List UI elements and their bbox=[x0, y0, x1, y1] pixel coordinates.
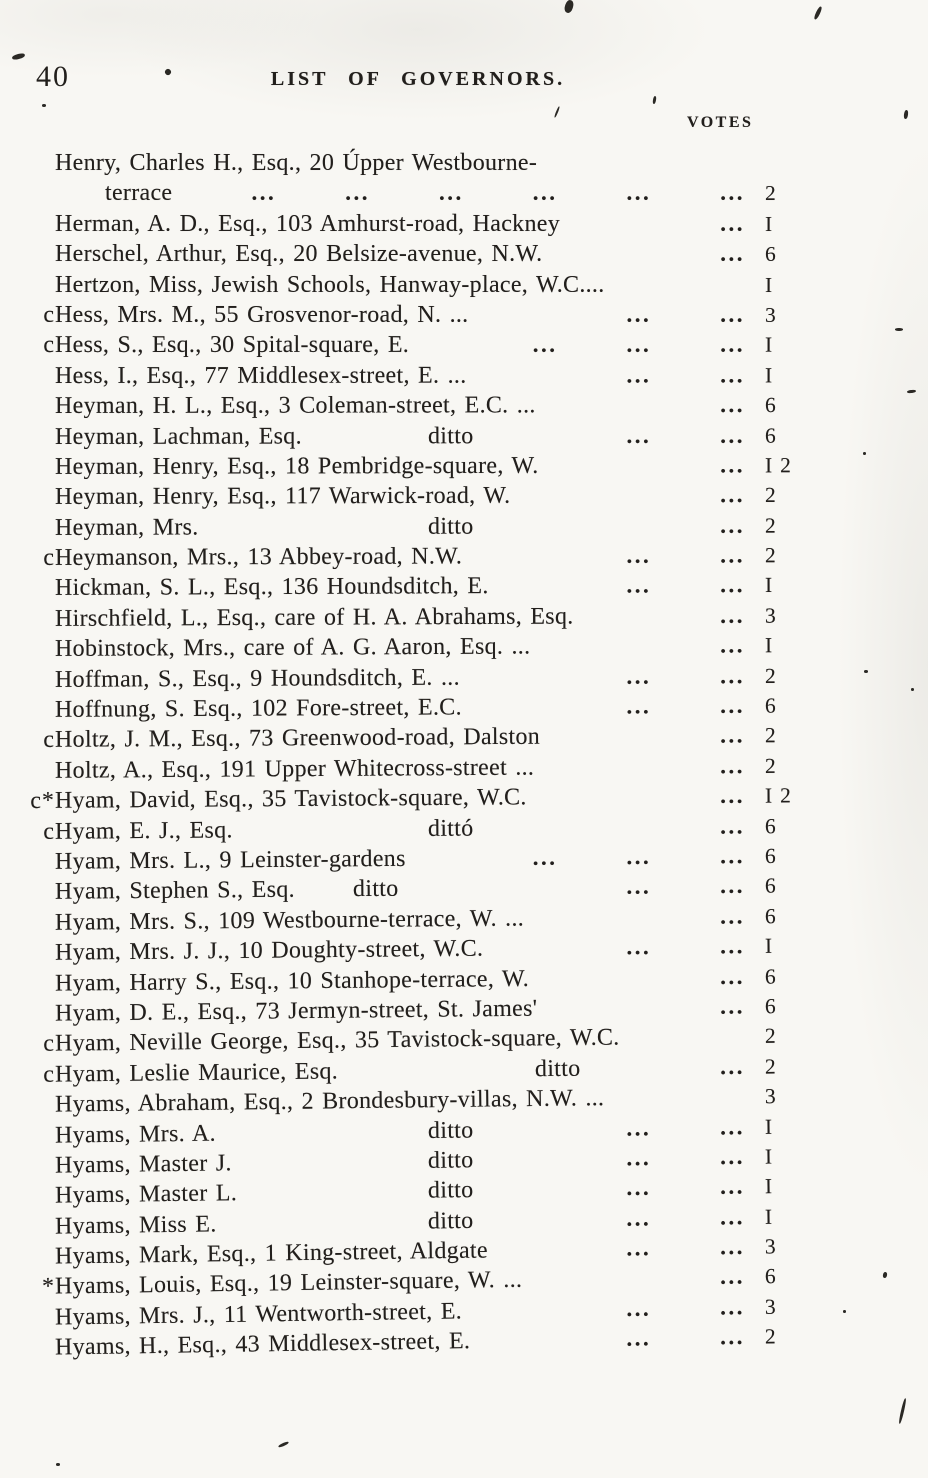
scan-speck bbox=[652, 96, 656, 104]
leader-dots-area bbox=[468, 300, 761, 330]
votes-value: 6 bbox=[764, 423, 777, 448]
votes-value: I bbox=[765, 211, 773, 236]
scan-speck bbox=[12, 53, 26, 61]
leader-dots: ... bbox=[720, 572, 746, 598]
ditto-label: ditto bbox=[352, 876, 399, 903]
leader-dots: ... bbox=[720, 1203, 746, 1230]
governor-entry-text: Hyams, Louis, Esq., 19 Leinster-square, W. ... bbox=[54, 1267, 523, 1300]
page-title: LIST OF GOVERNORS. bbox=[270, 68, 566, 90]
governor-entry-text: Holtz, A., Esq., 191 Upper Whitecross-street ... bbox=[54, 754, 535, 784]
scan-speck bbox=[863, 452, 866, 455]
governor-entry-text: terrace bbox=[105, 180, 173, 207]
leader-dots: ... bbox=[719, 1263, 746, 1290]
governor-entry-text: Hyam, D. E., Esq., 73 Jermyn-street, St. James' bbox=[54, 995, 538, 1027]
ditto-label: ditto bbox=[427, 1177, 474, 1204]
leader-dots: ... bbox=[626, 663, 652, 689]
leader-dots: ... bbox=[532, 332, 558, 358]
leader-dots-area bbox=[620, 1043, 761, 1045]
leader-dots: ... bbox=[626, 1325, 652, 1351]
leader-dots: ... bbox=[626, 693, 652, 719]
leader-dots: ... bbox=[720, 1143, 746, 1170]
governor-entry-text: Hyams, Mrs. A. bbox=[54, 1120, 217, 1149]
governor-row bbox=[23, 630, 815, 664]
governor-entry-text: Hirschfield, L., Esq., care of H. A. Abrahams, Esq. bbox=[54, 603, 574, 632]
leader-dots-area bbox=[560, 209, 761, 239]
leader-dots: ... bbox=[720, 903, 746, 929]
votes-column-header: VOTES bbox=[687, 114, 754, 131]
governor-row bbox=[23, 420, 815, 452]
leader-dots-area bbox=[489, 570, 762, 602]
margin-marker: c bbox=[43, 332, 56, 359]
leader-dots: ... bbox=[720, 843, 746, 869]
margin-marker: * bbox=[41, 1273, 56, 1301]
leader-dots: ... bbox=[720, 813, 746, 839]
governor-entry-text: Hyam, Mrs. J. J., 10 Doughty-street, W.C. bbox=[54, 935, 484, 966]
ditto-label: ditto bbox=[427, 422, 474, 449]
governor-entry-text: Hyam, Stephen S., Esq. bbox=[54, 877, 296, 906]
leader-dots: ... bbox=[720, 332, 746, 358]
leader-dots-area bbox=[530, 631, 761, 663]
scan-speck bbox=[898, 1398, 907, 1424]
governor-entry-text: Heyman, Henry, Esq., 18 Pembridge-square, W. bbox=[54, 452, 539, 480]
governor-row bbox=[23, 178, 815, 208]
governor-row bbox=[23, 360, 815, 391]
votes-value: 2 bbox=[764, 663, 777, 688]
leader-dots: ... bbox=[626, 1295, 652, 1321]
leader-dots: ... bbox=[720, 452, 746, 478]
leader-dots: ... bbox=[720, 933, 746, 959]
leader-dots: ... bbox=[626, 180, 652, 206]
governor-entry-text: Hyam, Leslie Maurice, Esq. bbox=[54, 1058, 339, 1088]
leader-dots: ... bbox=[720, 241, 745, 267]
leader-dots-area bbox=[483, 931, 761, 964]
governor-entry-text: Hyam, E. J., Esq. bbox=[54, 816, 233, 845]
margin-marker: c bbox=[43, 301, 55, 328]
leader-dots: ... bbox=[720, 210, 745, 236]
ditto-label: ditto bbox=[427, 1147, 474, 1174]
ditto-label: ditto bbox=[534, 1055, 581, 1082]
votes-value: 2 bbox=[764, 1024, 777, 1049]
votes-value: I bbox=[764, 1174, 773, 1199]
leader-dots: ... bbox=[720, 1113, 746, 1139]
leader-dots-area bbox=[233, 811, 761, 845]
votes-value: 2 bbox=[764, 1054, 777, 1079]
leader-dots: ... bbox=[720, 482, 746, 508]
votes-value: 6 bbox=[765, 242, 777, 267]
votes-value: 6 bbox=[764, 393, 777, 418]
leader-dots-area bbox=[542, 239, 761, 269]
leader-dots: ... bbox=[720, 782, 746, 809]
leader-dots-area bbox=[529, 961, 761, 994]
governor-entry-text: Henry, Charles H., Esq., 20 Úpper Westbourne- bbox=[55, 150, 538, 176]
scan-speck bbox=[813, 6, 823, 20]
leader-dots-area bbox=[524, 901, 761, 934]
leader-dots: ... bbox=[720, 873, 746, 899]
governors-list bbox=[23, 148, 815, 1364]
governor-entry-text: Hyam, David, Esq., 35 Tavistock-square, W.C. bbox=[54, 784, 527, 814]
votes-value: 6 bbox=[764, 693, 777, 718]
governor-entry-text: Hyam, Neville George, Esq., 35 Tavistock-square, W.C. bbox=[54, 1024, 620, 1057]
leader-dots-area bbox=[467, 360, 762, 391]
leader-dots: ... bbox=[720, 392, 746, 418]
governor-row bbox=[23, 209, 815, 239]
margin-marker: c bbox=[43, 727, 56, 754]
votes-value: 2 bbox=[764, 543, 777, 568]
scan-speck bbox=[554, 106, 560, 118]
leader-dots: ... bbox=[720, 602, 746, 628]
scan-speck bbox=[42, 104, 46, 107]
governor-entry-text: Hyams, H., Esq., 43 Middlesex-street, E. bbox=[54, 1328, 471, 1361]
leader-dots-area bbox=[488, 1232, 762, 1266]
votes-value: 6 bbox=[764, 903, 777, 929]
governor-row bbox=[23, 450, 815, 482]
leader-dots-area bbox=[462, 691, 761, 723]
governor-row bbox=[23, 148, 815, 178]
governor-entry-text: Hoffnung, S. Esq., 102 Fore-street, E.C. bbox=[54, 694, 462, 723]
votes-value: 3 bbox=[764, 603, 777, 628]
votes-value: 3 bbox=[764, 1084, 777, 1109]
leader-dots-area bbox=[522, 1262, 761, 1296]
votes-value: 6 bbox=[764, 1264, 777, 1289]
leader-dots-area bbox=[540, 721, 761, 753]
scan-speck bbox=[278, 1441, 289, 1448]
leader-dots: ... bbox=[626, 1235, 652, 1261]
governor-entry-text: Hess, Mrs. M., 55 Grosvenor-road, N. ... bbox=[55, 301, 469, 328]
governor-entry-text: Hyams, Mrs. J., 11 Wentworth-street, E. bbox=[54, 1298, 463, 1331]
leader-dots-area bbox=[534, 751, 761, 783]
governor-entry-text: Hyam, Harry S., Esq., 10 Stanhope-terrace, W. bbox=[54, 965, 530, 997]
margin-marker: c bbox=[43, 1030, 56, 1058]
governor-entry-text: Hess, I., Esq., 77 Middlesex-street, E. ... bbox=[54, 362, 467, 389]
governor-entry-text: Hobinstock, Mrs., care of A. G. Aaron, Esq. ... bbox=[54, 633, 531, 663]
votes-value: 2 bbox=[764, 1324, 777, 1349]
votes-value: I 2 bbox=[764, 783, 792, 808]
votes-value: 3 bbox=[764, 1234, 777, 1259]
governor-entry-text: Hoffman, S., Esq., 9 Houndsditch, E. ... bbox=[54, 664, 460, 693]
votes-value: 6 bbox=[764, 873, 777, 898]
leader-dots: ... bbox=[626, 873, 652, 900]
leader-dots-area bbox=[406, 841, 762, 874]
votes-value: I bbox=[764, 333, 773, 358]
leader-dots: ... bbox=[720, 632, 746, 658]
leader-dots-area bbox=[539, 450, 762, 481]
governor-entry-text: Hertzon, Miss, Jewish Schools, Hanway-place, W.C.... bbox=[55, 271, 605, 298]
scan-speck bbox=[911, 688, 914, 691]
votes-value: I bbox=[764, 633, 773, 658]
leader-dots: ... bbox=[720, 1173, 746, 1200]
votes-value: I bbox=[764, 573, 773, 598]
leader-dots-area bbox=[573, 601, 761, 632]
leader-dots: ... bbox=[626, 843, 652, 870]
leader-dots: ... bbox=[719, 1324, 746, 1350]
votes-value: I bbox=[764, 1204, 773, 1229]
governor-entry-text: Hickman, S. L., Esq., 136 Houndsditch, E. bbox=[54, 573, 489, 602]
scan-speck bbox=[882, 1272, 887, 1279]
leader-dots: ... bbox=[720, 1053, 746, 1079]
ditto-label: ditto bbox=[427, 1207, 474, 1235]
ditto-label: ditto bbox=[427, 513, 474, 540]
leader-dots-area bbox=[510, 480, 761, 511]
leader-dots-area bbox=[199, 510, 762, 542]
governor-entry-text: Hyams, Miss E. bbox=[54, 1211, 217, 1240]
governor-entry-text: Heyman, H. L., Esq., 3 Coleman-street, E.C. ... bbox=[54, 392, 536, 420]
leader-dots: ... bbox=[720, 542, 746, 568]
leader-dots: ... bbox=[439, 180, 464, 206]
governor-entry-text: Herschel, Arthur, Esq., 20 Belsize-avenue, N.W. bbox=[55, 241, 543, 268]
leader-dots-area bbox=[527, 781, 762, 813]
scan-speck bbox=[56, 1463, 60, 1466]
leader-dots-area bbox=[536, 390, 761, 421]
margin-marker: c bbox=[43, 544, 56, 572]
ditto-label: dittó bbox=[427, 815, 474, 842]
governor-row bbox=[23, 300, 815, 330]
scan-speck bbox=[864, 670, 868, 673]
votes-value: I bbox=[764, 363, 773, 388]
leader-dots-area bbox=[470, 1322, 761, 1357]
votes-value: 3 bbox=[764, 1294, 777, 1319]
governor-row bbox=[23, 270, 815, 300]
governor-entry-text: Heymanson, Mrs., 13 Abbey-road, N.W. bbox=[54, 543, 463, 571]
leader-dots: ... bbox=[719, 1233, 746, 1260]
leader-dots: ... bbox=[626, 362, 652, 388]
governor-row bbox=[23, 660, 815, 695]
votes-value: I 2 bbox=[764, 453, 792, 478]
scan-speck bbox=[843, 1310, 846, 1313]
leader-dots-area bbox=[604, 1103, 761, 1105]
governor-entry-text: Hyams, Master J. bbox=[54, 1150, 232, 1179]
leader-dots-area bbox=[462, 540, 761, 571]
leader-dots: ... bbox=[720, 963, 746, 989]
leader-dots: ... bbox=[626, 934, 652, 960]
leader-dots: ... bbox=[626, 301, 652, 327]
leader-dots: ... bbox=[720, 180, 745, 206]
leader-dots: ... bbox=[720, 692, 746, 718]
leader-dots: ... bbox=[626, 1144, 652, 1171]
leader-dots-area bbox=[409, 330, 761, 361]
votes-value: I bbox=[764, 1144, 773, 1169]
leader-dots: ... bbox=[626, 332, 652, 358]
votes-value: 6 bbox=[764, 813, 777, 838]
leader-dots: ... bbox=[626, 1205, 652, 1231]
governor-entry-text: Hyams, Abraham, Esq., 2 Brondesbury-villas, N.W. ... bbox=[54, 1085, 605, 1118]
scan-speck bbox=[563, 0, 574, 14]
leader-dots: ... bbox=[626, 1175, 652, 1201]
leader-dots: ... bbox=[720, 362, 746, 388]
governor-entry-text: Heyman, Mrs. bbox=[54, 514, 199, 541]
governor-entry-text: Hyam, Mrs. S., 109 Westbourne-terrace, W. ... bbox=[54, 905, 525, 936]
leader-dots-area bbox=[537, 991, 761, 1024]
leader-dots-area bbox=[302, 420, 761, 451]
leader-dots: ... bbox=[626, 1114, 652, 1141]
votes-value: I bbox=[764, 934, 773, 959]
leader-dots: ... bbox=[719, 1294, 746, 1320]
margin-marker: c bbox=[43, 1061, 56, 1088]
scan-speck bbox=[895, 328, 903, 331]
votes-value: 6 bbox=[764, 994, 777, 1019]
votes-value: 2 bbox=[764, 723, 777, 748]
votes-value: I bbox=[764, 1114, 773, 1139]
governor-row bbox=[23, 239, 815, 269]
votes-value: 6 bbox=[764, 964, 777, 989]
leader-dots: ... bbox=[720, 752, 746, 779]
governor-row bbox=[23, 570, 815, 604]
leader-dots: ... bbox=[720, 662, 746, 688]
leader-dots-area bbox=[172, 178, 761, 208]
leader-dots: ... bbox=[532, 844, 558, 870]
ditto-label: ditto bbox=[427, 1116, 474, 1144]
votes-value: 2 bbox=[765, 181, 777, 206]
votes-value: 2 bbox=[764, 483, 777, 508]
votes-value: 3 bbox=[765, 302, 777, 327]
governor-entry-text: Hyam, Mrs. L., 9 Leinster-gardens bbox=[54, 845, 406, 875]
leader-dots: ... bbox=[626, 422, 652, 448]
governor-entry-text: Hess, S., Esq., 30 Spital-square, E. bbox=[54, 332, 410, 359]
governor-entry-text: Hyams, Mark, Esq., 1 King-street, Aldgate bbox=[54, 1237, 489, 1270]
governor-entry-text: Hyams, Master L. bbox=[54, 1180, 238, 1209]
scan-speck bbox=[903, 110, 908, 119]
leader-dots: ... bbox=[345, 180, 370, 206]
governor-row bbox=[23, 600, 815, 634]
leader-dots: ... bbox=[251, 180, 277, 206]
votes-value: I bbox=[765, 272, 773, 297]
leader-dots: ... bbox=[626, 542, 652, 568]
scan-speck bbox=[907, 390, 916, 394]
leader-dots: ... bbox=[720, 301, 745, 327]
leader-dots: ... bbox=[720, 512, 746, 538]
leader-dots: ... bbox=[720, 993, 746, 1019]
leader-dots: ... bbox=[720, 422, 746, 448]
leader-dots-area bbox=[460, 661, 761, 693]
margin-marker: c* bbox=[30, 787, 56, 815]
governor-row bbox=[23, 480, 815, 513]
votes-value: 6 bbox=[764, 843, 777, 868]
leader-dots: ... bbox=[532, 180, 558, 206]
margin-marker: c bbox=[43, 818, 56, 845]
leader-dots: ... bbox=[720, 722, 746, 748]
votes-value: 2 bbox=[764, 513, 777, 538]
leader-dots: ... bbox=[626, 572, 652, 599]
governor-row bbox=[23, 330, 815, 361]
governor-entry-text: Holtz, J. M., Esq., 73 Greenwood-road, Dalston bbox=[54, 724, 541, 754]
page-number: 40 bbox=[36, 60, 70, 93]
governor-row bbox=[23, 540, 815, 573]
governor-row bbox=[23, 390, 815, 421]
governor-row bbox=[23, 510, 815, 543]
votes-value: 2 bbox=[764, 753, 777, 778]
governor-entry-text: Heyman, Lachman, Esq. bbox=[54, 423, 302, 450]
governor-entry-text: Heyman, Henry, Esq., 117 Warwick-road, W. bbox=[54, 482, 511, 511]
governor-entry-text: Herman, A. D., Esq., 103 Amhurst-road, Hackney bbox=[55, 210, 561, 237]
